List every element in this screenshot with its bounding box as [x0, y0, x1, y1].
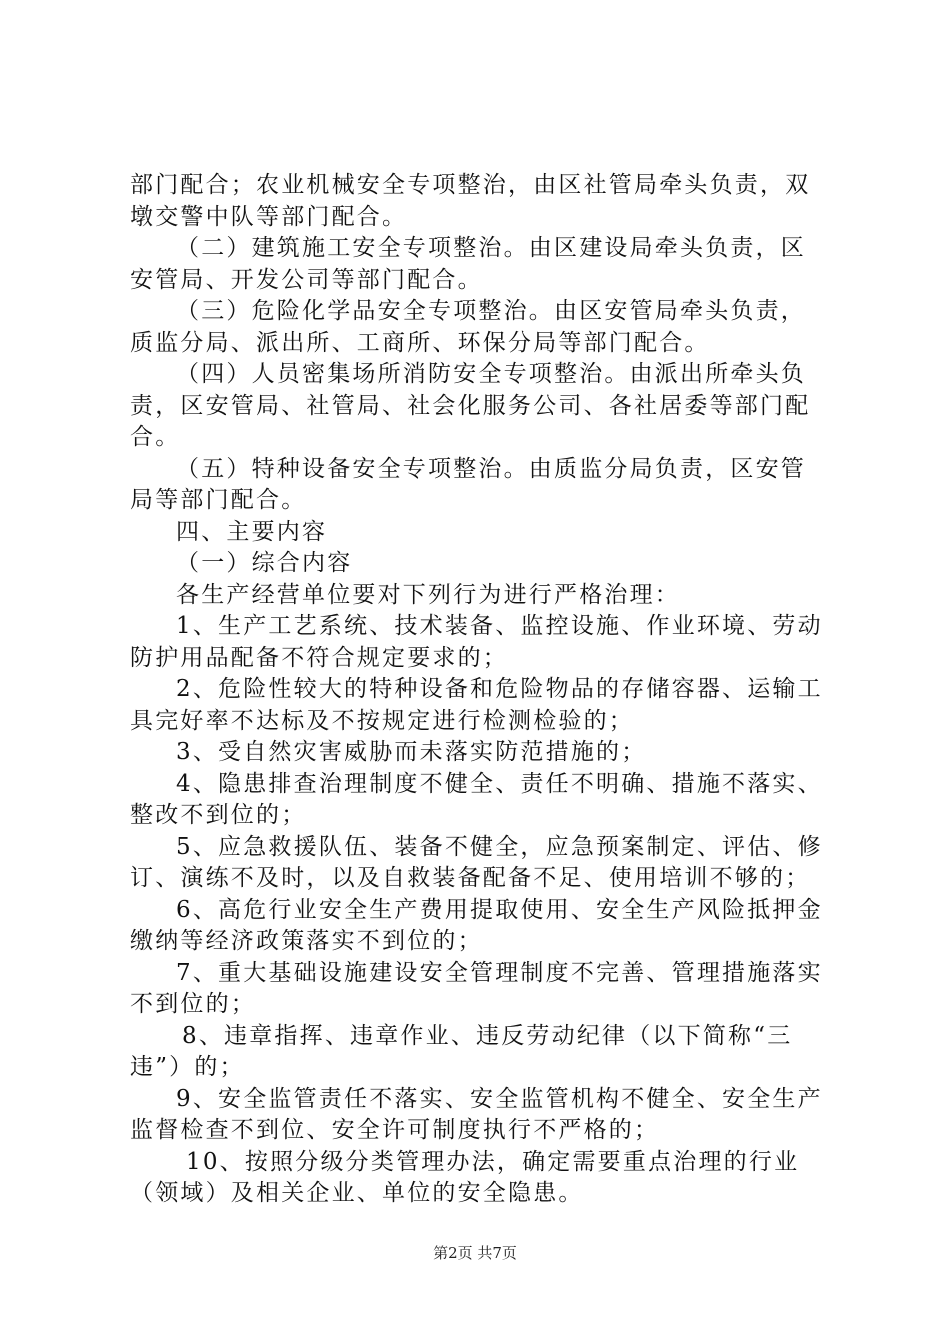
text-line: 安管局、开发公司等部门配合。 [130, 266, 483, 293]
text-line: 9、安全监管责任不落实、安全监管机构不健全、安全生产 [176, 1085, 823, 1112]
text-line: （领域）及相关企业、单位的安全隐患。 [130, 1180, 584, 1206]
text-line: （三）危险化学品安全专项整治。由区安管局牵头负责， [176, 298, 806, 324]
text-line: （一）综合内容 [176, 550, 353, 576]
text-line: 2、危险性较大的特种设备和危险物品的存储容器、运输工 [176, 676, 823, 702]
text-line: 墩交警中队等部门配合。 [130, 203, 408, 230]
text-line: 缴纳等经济政策落实不到位的； [130, 928, 483, 954]
text-line: 合。 [130, 424, 181, 450]
text-line: （五）特种设备安全专项整治。由质监分局负责，区安管 [176, 455, 806, 482]
text-line: 不到位的； [130, 991, 256, 1017]
text-line: 防护用品配备不符合规定要求的； [130, 644, 508, 671]
page-footer: 第2页 共7页 [433, 1244, 517, 1262]
text-line: 10、按照分级分类管理办法，确定需要重点治理的行业 [186, 1148, 800, 1175]
text-line: 订、演练不及时，以及自救装备配备不足、使用培训不够的； [130, 865, 811, 891]
text-line: 8、违章指挥、违章作业、违反劳动纪律（以下简称“三 [182, 1022, 793, 1049]
text-line: 3、受自然灾害威胁而未落实防范措施的； [176, 739, 647, 765]
text-line: 监督检查不到位、安全许可制度执行不严格的； [130, 1117, 660, 1143]
text-line: 1、生产工艺系统、技术装备、监控设施、作业环境、劳动 [176, 613, 823, 639]
text-line: 各生产经营单位要对下列行为进行严格治理： [176, 581, 680, 608]
document-body [130, 170, 830, 1210]
text-line: 4、隐患排查治理制度不健全、责任不明确、措施不落实、 [176, 770, 823, 797]
text-line: 四、主要内容 [176, 518, 328, 545]
text-line: 6、高危行业安全生产费用提取使用、安全生产风险抵押金 [176, 896, 823, 923]
text-line: 局等部门配合。 [130, 487, 307, 513]
text-line: 质监分局、派出所、工商所、环保分局等部门配合。 [130, 329, 710, 356]
text-line: 5、应急救援队伍、装备不健全，应急预案制定、评估、修 [176, 833, 823, 860]
text-line: 违”）的； [130, 1054, 245, 1080]
text-line: （二）建筑施工安全专项整治。由区建设局牵头负责，区 [176, 235, 806, 261]
text-line: （四）人员密集场所消防安全专项整治。由派出所牵头负 [176, 361, 806, 387]
text-line: 责，区安管局、社管局、社会化服务公司、各社居委等部门配 [130, 392, 811, 419]
text-line: 具完好率不达标及不按规定进行检测检验的； [130, 707, 634, 734]
text-line: 部门配合；农业机械安全专项整治，由区社管局牵头负责，双 [130, 172, 811, 198]
text-line: 整改不到位的； [130, 802, 307, 828]
text-line: 7、重大基础设施建设安全管理制度不完善、管理措施落实 [176, 959, 823, 986]
